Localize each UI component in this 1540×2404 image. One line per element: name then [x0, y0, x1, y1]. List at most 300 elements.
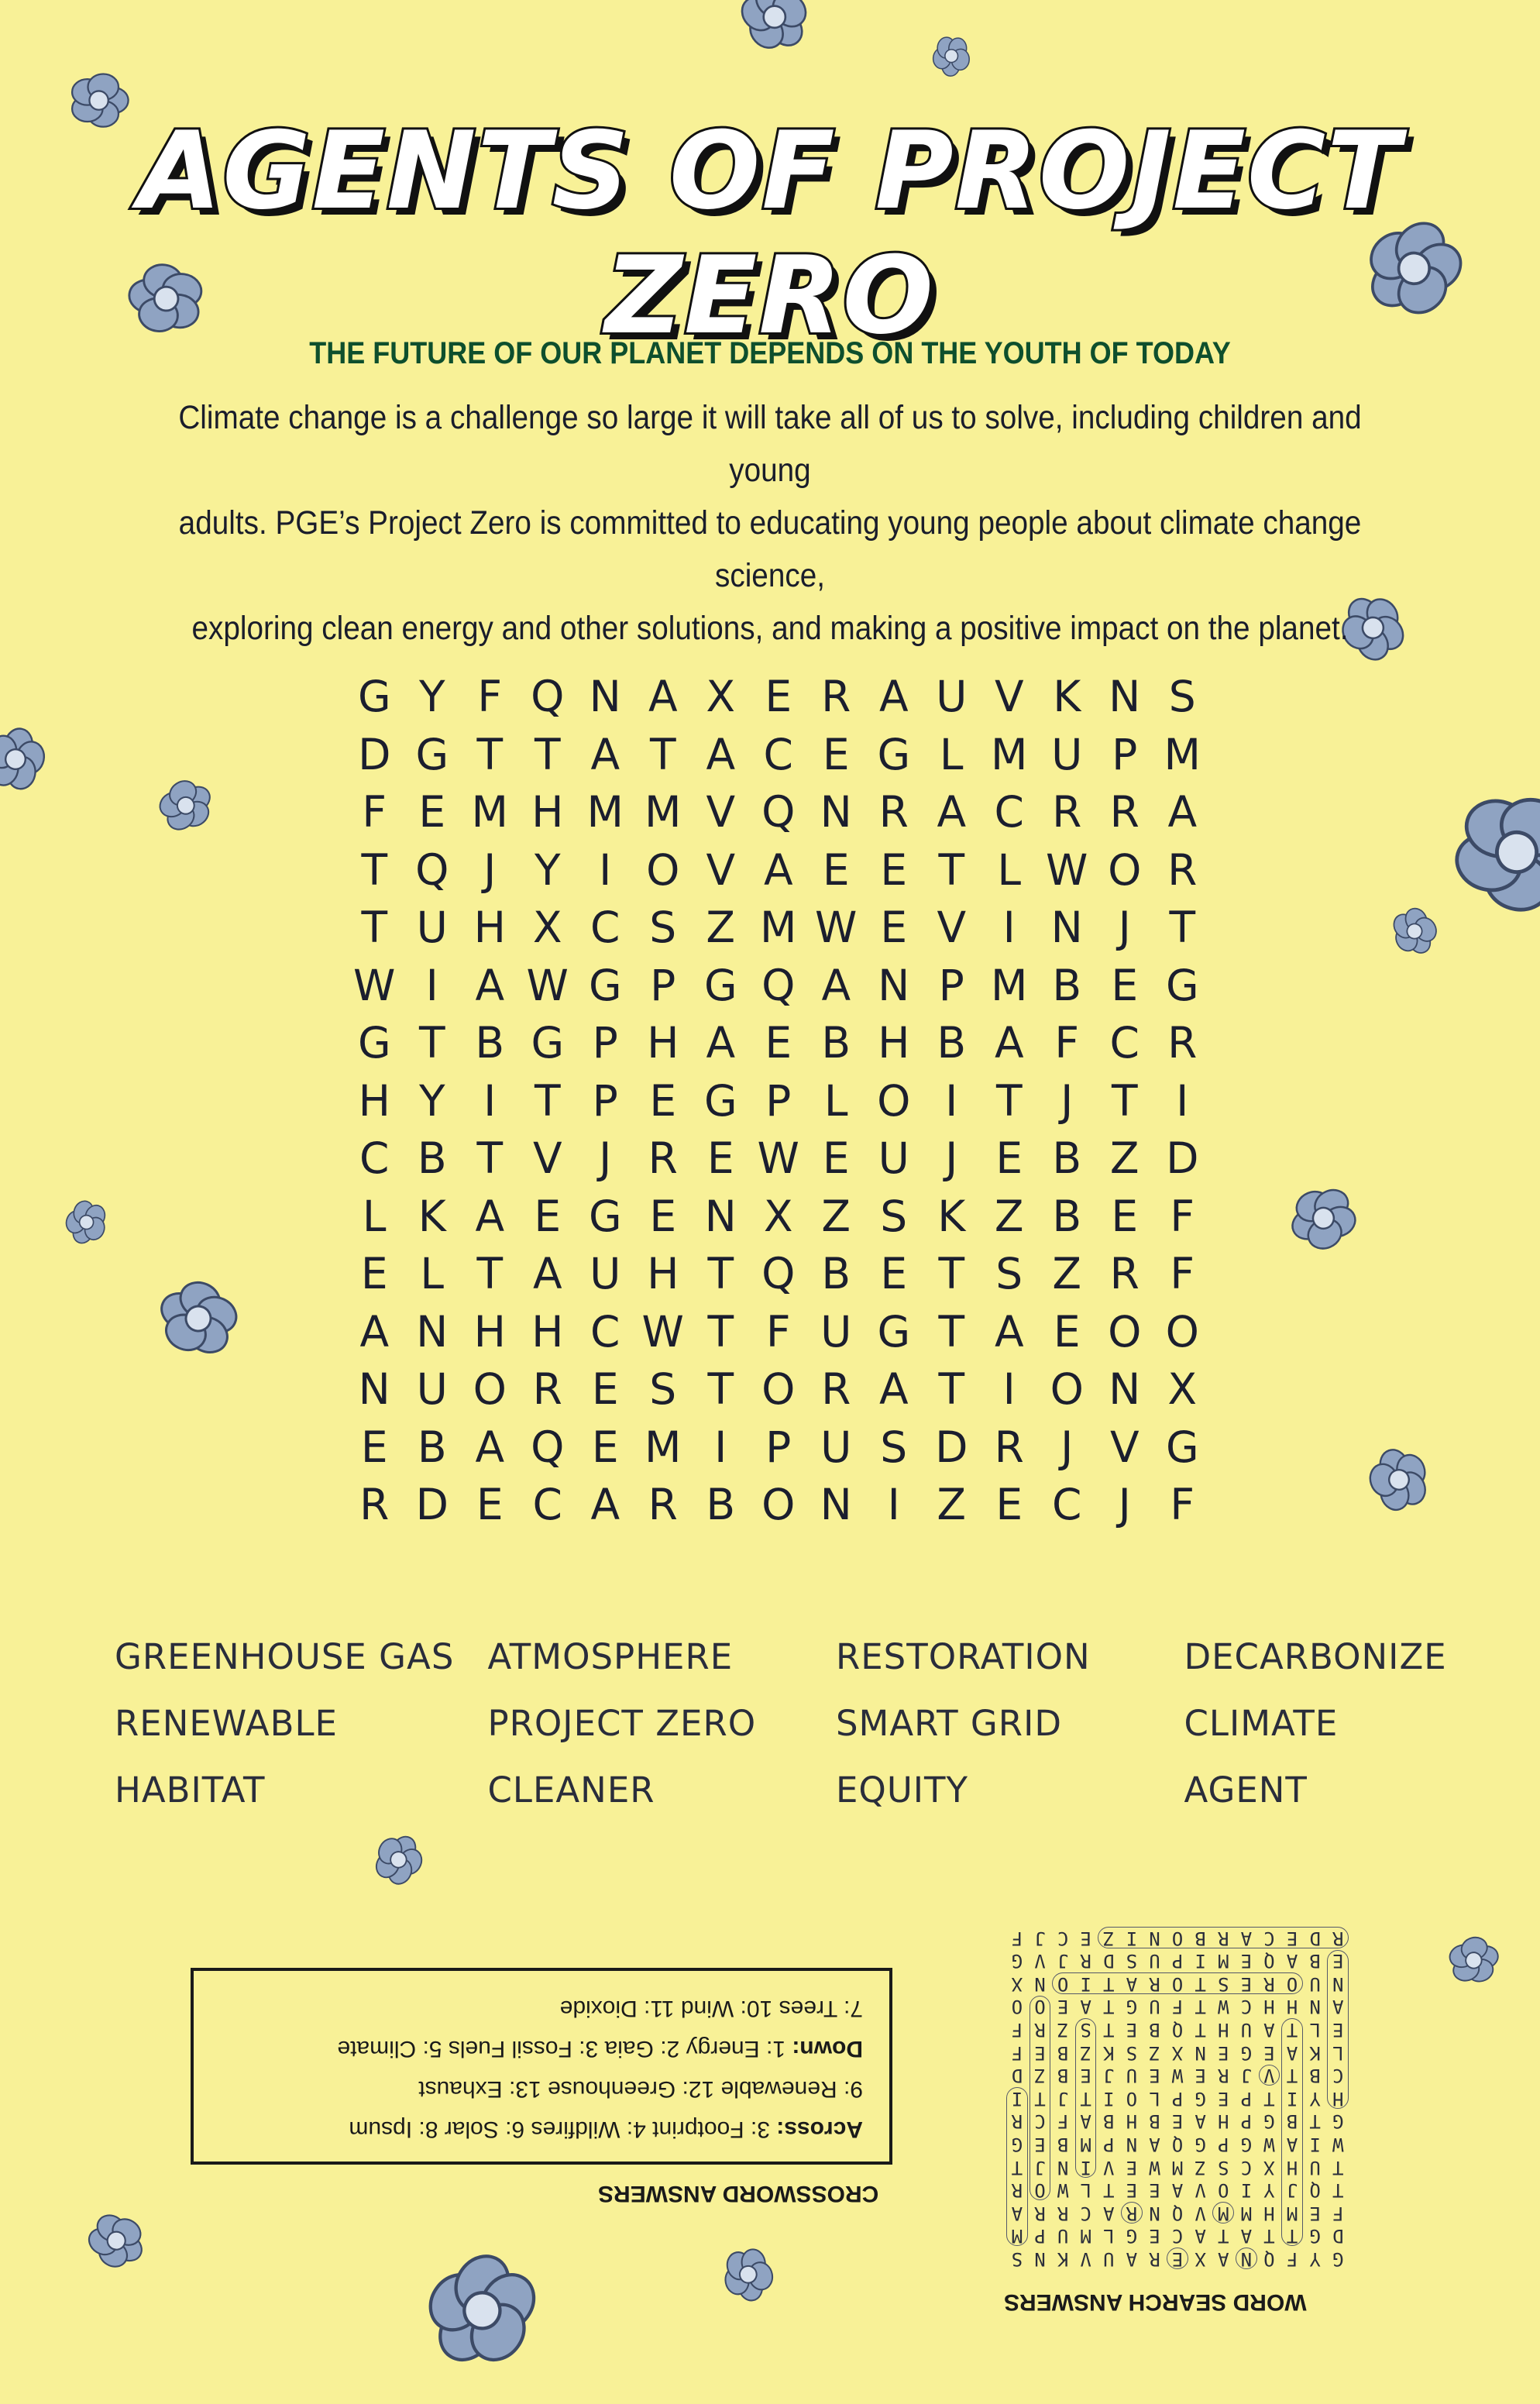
grid-letter: T: [707, 1364, 734, 1414]
mini-grid-letter: Q: [1171, 2019, 1184, 2041]
grid-letter: T: [995, 1075, 1023, 1126]
word-search-answers-heading: WORD SEARCH ANSWERS: [1004, 2289, 1307, 2315]
grid-letter: A: [475, 960, 505, 1010]
mini-grid-letter: V: [1263, 2065, 1275, 2087]
grid-letter: I: [1176, 1075, 1189, 1126]
grid-letter: F: [477, 672, 503, 721]
page-title: AGENTS OF PROJECT ZERO: [138, 108, 1402, 358]
grid-letter: E: [360, 1249, 388, 1298]
grid-letter: S: [649, 903, 677, 952]
mini-grid-letter: E: [1080, 2065, 1091, 2087]
mini-grid-letter: T: [1309, 2110, 1321, 2133]
mini-grid-letter: H: [1218, 2110, 1229, 2133]
answer-highlight: [1236, 2248, 1257, 2269]
flower-icon: [711, 2237, 785, 2312]
grid-letter: I: [425, 960, 438, 1010]
mini-grid-letter: C: [1080, 2202, 1091, 2224]
mini-grid-letter: Z: [1149, 2041, 1160, 2064]
mini-grid-letter: F: [1171, 1996, 1184, 2018]
mini-grid-letter: F: [1286, 2248, 1298, 2270]
grid-letter: Y: [418, 1075, 445, 1126]
grid-letter: J: [483, 844, 497, 895]
grid-letter: Y: [418, 672, 445, 721]
grid-letter: Q: [761, 1249, 796, 1298]
grid-letter: C: [1052, 1480, 1082, 1529]
mini-grid-letter: A: [1286, 2041, 1298, 2064]
mini-grid-letter: E: [1332, 1950, 1344, 1972]
grid-letter: J: [1060, 1422, 1074, 1472]
grid-letter: X: [1167, 1364, 1198, 1414]
grid-letter: K: [418, 1191, 446, 1241]
grid-letter: J: [599, 1133, 612, 1183]
grid-letter: E: [706, 1133, 734, 1183]
mini-grid-letter: E: [1057, 1996, 1069, 2018]
mini-grid-letter: O: [1034, 2179, 1046, 2202]
mini-grid-letter: O: [1218, 2179, 1229, 2202]
mini-grid-letter: R: [1080, 1950, 1091, 1972]
mini-grid-letter: A: [1103, 2202, 1115, 2224]
grid-letter: G: [703, 960, 737, 1010]
mini-grid-letter: L: [1309, 2019, 1321, 2041]
grid-letter: A: [475, 1191, 505, 1241]
grid-letter: G: [1165, 960, 1199, 1010]
answer-highlight: [1030, 1996, 1051, 2200]
grid-letter: P: [765, 1075, 792, 1126]
grid-letter: E: [649, 1075, 677, 1126]
grid-letter: R: [532, 1364, 562, 1414]
grid-letter: B: [1052, 1191, 1082, 1241]
flower-icon: [1272, 1167, 1374, 1269]
grid-letter: M: [471, 787, 508, 837]
mini-grid-letter: K: [1309, 2041, 1321, 2064]
grid-letter: R: [1167, 844, 1198, 895]
mini-grid-letter: W: [1218, 1996, 1229, 2018]
mini-grid-letter: H: [1218, 2019, 1229, 2041]
mini-grid-letter: M: [1240, 2202, 1253, 2224]
grid-letter: E: [418, 787, 446, 837]
mini-grid-letter: S: [1011, 2248, 1023, 2270]
mini-grid-letter: J: [1034, 1927, 1046, 1949]
mini-grid-letter: A: [1286, 1950, 1298, 1972]
grid-letter: Z: [1109, 1133, 1140, 1183]
mini-grid-letter: P: [1240, 2087, 1253, 2110]
grid-letter: N: [416, 1306, 449, 1357]
mini-grid-letter: E: [1218, 2041, 1229, 2064]
grid-letter: J: [1118, 1480, 1131, 1529]
mini-grid-letter: Z: [1195, 2156, 1206, 2179]
mini-grid-letter: U: [1149, 1950, 1160, 1972]
grid-letter: R: [359, 1480, 390, 1529]
answer-highlight: [1121, 2202, 1143, 2223]
word-list-item: EQUITY: [835, 1769, 969, 1811]
grid-letter: V: [706, 844, 736, 895]
mini-grid-letter: S: [1126, 1950, 1138, 1972]
mini-grid-letter: T: [1034, 2087, 1046, 2110]
grid-letter: O: [761, 1364, 796, 1414]
grid-letter: E: [995, 1480, 1023, 1529]
down-answers: 1: Energy 2: Gaia 3: Fossil Fuels 5: Climate: [337, 2036, 792, 2062]
grid-letter: E: [649, 1191, 677, 1241]
mini-grid-letter: T: [1332, 2156, 1344, 2179]
grid-letter: F: [1170, 1249, 1195, 1298]
grid-letter: M: [586, 787, 624, 837]
grid-letter: H: [473, 903, 506, 952]
mini-grid-letter: O: [1034, 1996, 1046, 2018]
grid-letter: E: [765, 1018, 792, 1068]
mini-grid-letter: T: [1286, 2065, 1298, 2087]
mini-grid-letter: M: [1080, 2134, 1091, 2156]
word-list-item: CLIMATE: [1184, 1703, 1339, 1744]
mini-grid-letter: E: [1171, 2248, 1184, 2270]
grid-letter: L: [823, 1075, 848, 1126]
mini-grid-letter: R: [1332, 1927, 1344, 1949]
mini-grid-letter: E: [1149, 2065, 1160, 2087]
grid-letter: B: [1052, 1133, 1082, 1183]
mini-grid-letter: M: [1218, 2202, 1229, 2224]
mini-grid-letter: R: [1011, 2179, 1023, 2202]
mini-grid-letter: Q: [1171, 2134, 1184, 2156]
mini-grid-letter: G: [1011, 2134, 1023, 2156]
mini-grid-letter: B: [1057, 2065, 1069, 2087]
grid-letter: C: [994, 787, 1024, 837]
grid-letter: T: [361, 844, 388, 895]
mini-grid-letter: E: [1126, 2179, 1138, 2202]
grid-letter: S: [649, 1364, 677, 1414]
mini-grid-letter: U: [1309, 1972, 1321, 1995]
mini-grid-letter: A: [1263, 2019, 1275, 2041]
grid-letter: K: [937, 1191, 966, 1241]
grid-letter: G: [1165, 1422, 1199, 1472]
mini-grid-letter: O: [1286, 1972, 1298, 1995]
grid-letter: T: [1169, 903, 1196, 952]
mini-grid-letter: G: [1195, 2087, 1206, 2110]
mini-grid-letter: T: [1080, 2087, 1091, 2110]
mini-grid-letter: M: [1011, 2225, 1023, 2248]
grid-letter: A: [763, 844, 793, 895]
mini-grid-letter: T: [1263, 2087, 1275, 2110]
grid-letter: T: [476, 729, 504, 779]
grid-letter: S: [995, 1249, 1023, 1298]
grid-letter: R: [878, 787, 909, 837]
word-list-row: [115, 1769, 1509, 1836]
mini-grid-letter: A: [1195, 2225, 1206, 2248]
mini-grid-letter: E: [1240, 1972, 1253, 1995]
grid-letter: U: [416, 903, 448, 952]
grid-letter: M: [991, 960, 1028, 1010]
mini-grid-letter: W: [1171, 2065, 1184, 2087]
grid-letter: F: [1170, 1480, 1195, 1529]
grid-letter: F: [765, 1306, 791, 1357]
word-list-item: DECARBONIZE: [1184, 1636, 1447, 1677]
mini-grid-letter: B: [1309, 1950, 1321, 1972]
mini-grid-letter: R: [1218, 2065, 1229, 2087]
intro-line: exploring clean energy and other solutions, and making a positive impact on the planet.: [191, 610, 1349, 647]
mini-grid-letter: E: [1309, 2202, 1321, 2224]
mini-grid-letter: I: [1195, 1950, 1206, 1972]
mini-grid-letter: L: [1332, 2041, 1344, 2064]
grid-letter: V: [706, 787, 736, 837]
mini-grid-letter: T: [1103, 1972, 1115, 1995]
mini-grid-letter: G: [1240, 2041, 1253, 2064]
grid-letter: T: [476, 1249, 504, 1298]
mini-grid-letter: M: [1218, 1950, 1229, 1972]
grid-letter: G: [588, 1191, 622, 1241]
word-list-item: CLEANER: [487, 1769, 655, 1811]
mini-grid-letter: S: [1080, 2019, 1091, 2041]
grid-row: [345, 1365, 1213, 1423]
word-list-row: [115, 1703, 1509, 1769]
grid-letter: G: [877, 729, 911, 779]
grid-letter: N: [820, 787, 852, 837]
mini-grid-letter: F: [1057, 2110, 1069, 2133]
mini-grid-letter: O: [1171, 1927, 1184, 1949]
grid-letter: M: [760, 903, 797, 952]
grid-letter: T: [534, 1075, 561, 1126]
mini-grid-letter: G: [1309, 2225, 1321, 2248]
mini-grid-letter: A: [1218, 2248, 1229, 2270]
mini-grid-letter: Y: [1309, 2087, 1321, 2110]
mini-grid-letter: I: [1240, 2179, 1253, 2202]
grid-letter: J: [1118, 903, 1131, 952]
mini-grid-letter: C: [1240, 1996, 1253, 2018]
grid-letter: U: [820, 1422, 852, 1472]
grid-letter: Q: [761, 960, 796, 1010]
mini-grid-letter: F: [1011, 1927, 1023, 1949]
grid-letter: U: [1051, 729, 1083, 779]
grid-letter: T: [1111, 1075, 1138, 1126]
grid-letter: T: [938, 1306, 965, 1357]
mini-grid-letter: O: [1126, 2087, 1138, 2110]
flower-icon: [70, 2194, 162, 2286]
mini-grid-letter: B: [1103, 2110, 1115, 2133]
grid-letter: D: [1166, 1133, 1199, 1183]
mini-grid-letter: B: [1195, 1927, 1206, 1949]
grid-letter: E: [476, 1480, 504, 1529]
grid-letter: T: [361, 903, 388, 952]
mini-grid-letter: C: [1332, 2065, 1344, 2087]
mini-grid-letter: B: [1149, 2110, 1160, 2133]
grid-letter: C: [532, 1480, 562, 1529]
grid-letter: Q: [531, 1422, 565, 1472]
grid-letter: R: [821, 1364, 851, 1414]
mini-grid-letter: I: [1126, 1927, 1138, 1949]
grid-letter: E: [534, 1191, 562, 1241]
grid-letter: P: [592, 1075, 618, 1126]
grid-letter: W: [353, 960, 396, 1010]
mini-grid-letter: M: [1080, 2225, 1091, 2248]
mini-grid-row: [1004, 1995, 1349, 2018]
grid-letter: H: [878, 1018, 910, 1068]
grid-letter: E: [880, 844, 908, 895]
flower-icon: [137, 1257, 260, 1380]
grid-letter: C: [763, 729, 793, 779]
mini-grid-letter: J: [1034, 2156, 1046, 2179]
mini-grid-letter: Y: [1263, 2179, 1275, 2202]
mini-grid-letter: C: [1263, 1927, 1275, 1949]
grid-letter: A: [590, 729, 620, 779]
grid-letter: J: [1060, 1075, 1074, 1126]
mini-grid-letter: A: [1126, 2248, 1138, 2270]
grid-letter: A: [937, 787, 967, 837]
grid-letter: D: [935, 1422, 968, 1472]
mini-grid-letter: Q: [1263, 1950, 1275, 1972]
grid-letter: E: [765, 672, 792, 721]
mini-grid-letter: I: [1080, 2156, 1091, 2179]
grid-row: [345, 846, 1213, 904]
mini-grid-letter: F: [1011, 2041, 1023, 2064]
grid-letter: C: [590, 1306, 620, 1357]
word-list-item: PROJECT ZERO: [487, 1703, 757, 1744]
mini-grid-letter: V: [1195, 2179, 1206, 2202]
grid-letter: W: [641, 1306, 684, 1357]
mini-grid-letter: R: [1218, 1927, 1229, 1949]
grid-letter: I: [714, 1422, 727, 1472]
mini-grid-letter: U: [1057, 2225, 1069, 2248]
mini-grid-letter: F: [1011, 2019, 1023, 2041]
page-subtitle: THE FUTURE OF OUR PLANET DEPENDS ON THE YOUTH OF TODAY: [309, 336, 1231, 370]
mini-grid-letter: N: [1332, 1972, 1344, 1995]
grid-letter: K: [1053, 672, 1081, 721]
grid-letter: A: [648, 672, 678, 721]
grid-letter: A: [878, 672, 909, 721]
grid-letter: L: [939, 729, 964, 779]
mini-grid-letter: N: [1126, 2134, 1138, 2156]
mini-grid-letter: O: [1057, 1972, 1069, 1995]
mini-grid-letter: T: [1195, 1996, 1206, 2018]
grid-letter: B: [821, 1018, 851, 1068]
mini-grid-letter: E: [1263, 2041, 1275, 2064]
mini-grid-letter: G: [1240, 2134, 1253, 2156]
mini-grid-letter: F: [1332, 2202, 1344, 2224]
intro-line: Climate change is a challenge so large it will take all of us to solve, including children and young: [178, 399, 1362, 489]
grid-letter: X: [763, 1191, 793, 1241]
mini-grid-letter: O: [1171, 1972, 1184, 1995]
grid-letter: H: [473, 1306, 506, 1357]
word-list-item: ATMOSPHERE: [487, 1636, 734, 1677]
grid-letter: E: [822, 1133, 850, 1183]
mini-grid-letter: E: [1195, 2065, 1206, 2087]
grid-letter: L: [997, 844, 1022, 895]
answer-highlight: [1052, 1972, 1303, 1994]
mini-grid-letter: E: [1034, 2134, 1046, 2156]
mini-grid-letter: B: [1286, 2110, 1298, 2133]
grid-letter: A: [475, 1422, 505, 1472]
across-line-2: 9: Renewable 12: Greenhouse 13: Exhaust: [418, 2076, 863, 2102]
across-line-1: [220, 2109, 863, 2149]
mini-grid-letter: A: [1195, 2110, 1206, 2133]
answer-highlight: [1098, 1927, 1349, 1948]
grid-letter: V: [1109, 1422, 1140, 1472]
mini-grid-letter: C: [1240, 2156, 1253, 2179]
grid-letter: Z: [821, 1191, 851, 1241]
grid-letter: W: [815, 903, 858, 952]
grid-letter: N: [1109, 672, 1141, 721]
grid-letter: J: [945, 1133, 958, 1183]
mini-grid-letter: J: [1103, 2065, 1115, 2087]
grid-letter: L: [362, 1191, 387, 1241]
grid-letter: N: [589, 672, 621, 721]
mini-grid-letter: G: [1126, 1996, 1138, 2018]
grid-letter: T: [707, 1306, 734, 1357]
mini-grid-letter: D: [1332, 2225, 1344, 2248]
mini-grid-letter: A: [1126, 1972, 1138, 1995]
mini-grid-letter: T: [1263, 2225, 1275, 2248]
grid-letter: M: [1164, 729, 1201, 779]
grid-row: [345, 788, 1213, 846]
mini-grid-letter: U: [1240, 2019, 1253, 2041]
grid-letter: W: [1046, 844, 1088, 895]
grid-letter: O: [1165, 1306, 1199, 1357]
mini-grid-letter: U: [1309, 2156, 1321, 2179]
mini-grid-letter: E: [1171, 2110, 1184, 2133]
word-list-row: [115, 1636, 1509, 1703]
grid-letter: B: [706, 1480, 736, 1529]
mini-grid-letter: U: [1126, 2065, 1138, 2087]
mini-grid-letter: B: [1057, 2041, 1069, 2064]
mini-grid-letter: V: [1080, 2248, 1091, 2270]
mini-grid-letter: N: [1240, 2248, 1253, 2270]
mini-grid-letter: Q: [1309, 2179, 1321, 2202]
grid-letter: Q: [531, 672, 565, 721]
grid-letter: A: [1167, 787, 1198, 837]
mini-grid-letter: A: [1332, 1996, 1344, 2018]
mini-grid-letter: C: [1057, 1927, 1069, 1949]
grid-letter: N: [878, 960, 910, 1010]
mini-grid-letter: E: [1149, 2179, 1160, 2202]
grid-letter: A: [878, 1364, 909, 1414]
grid-letter: P: [650, 960, 676, 1010]
mini-grid-letter: I: [1286, 2087, 1298, 2110]
mini-grid-letter: N: [1034, 2248, 1046, 2270]
mini-grid-letter: P: [1171, 1950, 1184, 1972]
mini-grid-letter: N: [1195, 2041, 1206, 2064]
mini-grid-letter: A: [1080, 2110, 1091, 2133]
mini-grid-row: [1004, 1949, 1349, 1972]
grid-letter: F: [1054, 1018, 1080, 1068]
mini-grid-letter: R: [1057, 2202, 1069, 2224]
grid-letter: B: [417, 1133, 447, 1183]
mini-grid-letter: T: [1218, 2225, 1229, 2248]
grid-row: [345, 1250, 1213, 1308]
grid-letter: T: [476, 1133, 504, 1183]
grid-letter: G: [703, 1075, 737, 1126]
grid-letter: A: [590, 1480, 620, 1529]
mini-grid-letter: T: [1332, 2179, 1344, 2202]
mini-grid-letter: K: [1103, 2041, 1115, 2064]
grid-letter: U: [416, 1364, 448, 1414]
grid-letter: O: [877, 1075, 911, 1126]
grid-letter: I: [1002, 1364, 1016, 1414]
mini-grid-letter: H: [1263, 1996, 1275, 2018]
mini-grid-letter: T: [1286, 2019, 1298, 2041]
grid-letter: O: [1050, 1364, 1084, 1414]
grid-letter: H: [531, 1306, 564, 1357]
grid-letter: B: [1052, 960, 1082, 1010]
flower-icon: [926, 30, 978, 82]
mini-grid-letter: G: [1195, 2134, 1206, 2156]
grid-letter: I: [945, 1075, 958, 1126]
crossword-answers-box: [191, 1968, 892, 2165]
grid-row: [345, 672, 1213, 731]
flower-icon: [1425, 760, 1540, 944]
mini-grid-letter: W: [1149, 2156, 1160, 2179]
mini-grid-letter: A: [1240, 2225, 1253, 2248]
grid-letter: R: [1052, 787, 1082, 837]
grid-letter: Z: [994, 1191, 1024, 1241]
word-search-answers-grid: [1004, 1925, 1349, 2270]
grid-letter: X: [532, 903, 562, 952]
mini-grid-letter: R: [1263, 1972, 1275, 1995]
